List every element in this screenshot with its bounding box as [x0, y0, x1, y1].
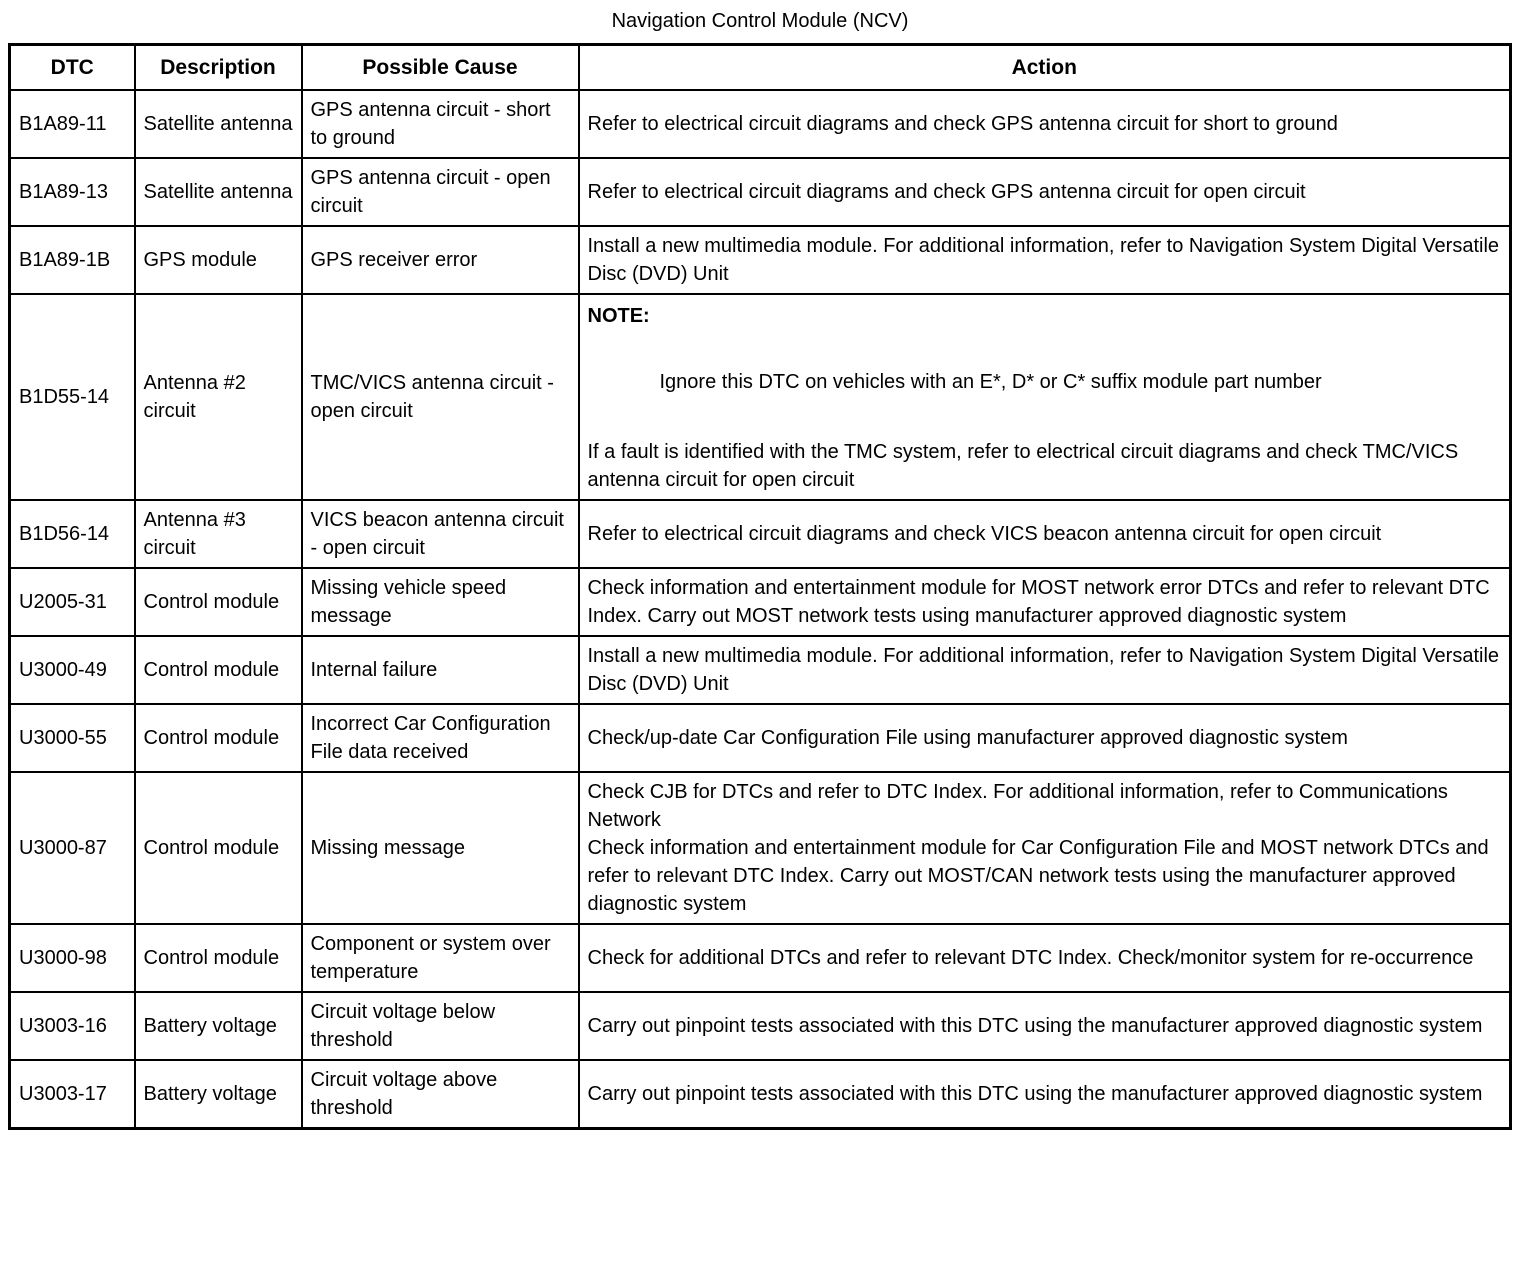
header-row [10, 45, 1511, 91]
description-cell: Control module [135, 568, 302, 636]
action-cell [579, 992, 1511, 1060]
cause-cell: GPS antenna circuit - open circuit [302, 158, 579, 226]
action-text: Install a new multimedia module. For additional information, refer to Navigation System Digital Versatile Disc (DVD) Unit [587, 645, 1500, 696]
action-cell [579, 226, 1511, 294]
action-text: Refer to electrical circuit diagrams and check GPS antenna circuit for short to ground [587, 113, 1338, 136]
dtc-cell: B1A89-11 [10, 90, 135, 158]
dtc-cell: B1D56-14 [10, 500, 135, 568]
action-text: If a fault is identified with the TMC system, refer to electrical circuit diagrams and check TMC/VICS antenna circuit for open circuit [587, 441, 1459, 492]
action-cell [579, 704, 1511, 772]
table-row [10, 568, 1511, 636]
cause-cell: Missing vehicle speed message [302, 568, 579, 636]
cause-cell: GPS receiver error [302, 226, 579, 294]
description-cell: Control module [135, 636, 302, 704]
cause-cell: Missing message [302, 772, 579, 924]
description-cell: Antenna #3 circuit [135, 500, 302, 568]
column-header-possible-cause: Possible Cause [302, 45, 579, 91]
table-row [10, 294, 1511, 500]
table-row [10, 772, 1511, 924]
action-text: Carry out pinpoint tests associated with this DTC using the manufacturer approved diagnostic system [587, 1015, 1483, 1038]
description-cell: Satellite antenna [135, 90, 302, 158]
description-cell: Control module [135, 772, 302, 924]
table-row [10, 1060, 1511, 1129]
action-cell [579, 1060, 1511, 1129]
cause-cell: Component or system over temperature [302, 924, 579, 992]
action-cell [579, 568, 1511, 636]
dtc-cell: U3000-98 [10, 924, 135, 992]
cause-cell: GPS antenna circuit - short to ground [302, 90, 579, 158]
column-header-dtc: DTC [10, 45, 135, 91]
page-title: Navigation Control Module (NCV) [611, 10, 909, 32]
column-header-description: Description [135, 45, 302, 91]
table-row [10, 704, 1511, 772]
table-row [10, 636, 1511, 704]
cause-cell: VICS beacon antenna circuit - open circuit [302, 500, 579, 568]
action-cell [579, 772, 1511, 924]
description-cell: Satellite antenna [135, 158, 302, 226]
cause-cell: Circuit voltage below threshold [302, 992, 579, 1060]
dtc-cell: B1A89-13 [10, 158, 135, 226]
column-header-action: Action [579, 45, 1511, 91]
action-cell [579, 500, 1511, 568]
action-cell [579, 636, 1511, 704]
description-cell: Antenna #2 circuit [135, 294, 302, 500]
action-text: Refer to electrical circuit diagrams and check GPS antenna circuit for open circuit [587, 181, 1306, 204]
action-text: Check information and entertainment module for Car Configuration File and MOST network DTCs and refer to relevant DTC Index. Carry out MOST/CAN network tests using the manufacturer approved diagnostic system [587, 837, 1489, 916]
cause-cell: TMC/VICS antenna circuit - open circuit [302, 294, 579, 500]
cause-cell: Internal failure [302, 636, 579, 704]
action-text: Carry out pinpoint tests associated with this DTC using the manufacturer approved diagnostic system [587, 1083, 1483, 1106]
action-cell [579, 294, 1511, 500]
action-cell [579, 924, 1511, 992]
action-text: Refer to electrical circuit diagrams and check VICS beacon antenna circuit for open circuit [587, 523, 1382, 546]
description-cell: Battery voltage [135, 992, 302, 1060]
dtc-cell: U3000-49 [10, 636, 135, 704]
cause-cell: Circuit voltage above threshold [302, 1060, 579, 1129]
cause-cell: Incorrect Car Configuration File data received [302, 704, 579, 772]
action-cell [579, 90, 1511, 158]
table-row [10, 158, 1511, 226]
dtc-cell: B1A89-1B [10, 226, 135, 294]
dtc-table-header [10, 45, 1511, 91]
dtc-cell: U3003-17 [10, 1060, 135, 1129]
action-note-label: NOTE: [587, 305, 650, 328]
description-cell: Battery voltage [135, 1060, 302, 1129]
description-cell: GPS module [135, 226, 302, 294]
dtc-cell: U3000-55 [10, 704, 135, 772]
table-row [10, 992, 1511, 1060]
action-note-text: Ignore this DTC on vehicles with an E*, D* or C* suffix module part number [659, 371, 1322, 394]
table-row [10, 226, 1511, 294]
dtc-cell: U2005-31 [10, 568, 135, 636]
dtc-cell: U3003-16 [10, 992, 135, 1060]
dtc-table-body [10, 90, 1511, 1129]
description-cell: Control module [135, 704, 302, 772]
dtc-cell: U3000-87 [10, 772, 135, 924]
table-row [10, 924, 1511, 992]
action-text: Check information and entertainment module for MOST network error DTCs and refer to relevant DTC Index. Carry out MOST network tests using manufacturer approved diagnostic system [587, 577, 1490, 628]
action-text: Install a new multimedia module. For additional information, refer to Navigation System Digital Versatile Disc (DVD) Unit [587, 235, 1500, 286]
dtc-cell: B1D55-14 [10, 294, 135, 500]
action-text: Check/up-date Car Configuration File using manufacturer approved diagnostic system [587, 727, 1348, 750]
action-cell [579, 158, 1511, 226]
dtc-table [8, 43, 1512, 1130]
table-row [10, 90, 1511, 158]
action-text: Check CJB for DTCs and refer to DTC Index. For additional information, refer to Communications Network [587, 781, 1448, 832]
table-row [10, 500, 1511, 568]
description-cell: Control module [135, 924, 302, 992]
action-text: Check for additional DTCs and refer to relevant DTC Index. Check/monitor system for re-occurrence [587, 947, 1474, 970]
